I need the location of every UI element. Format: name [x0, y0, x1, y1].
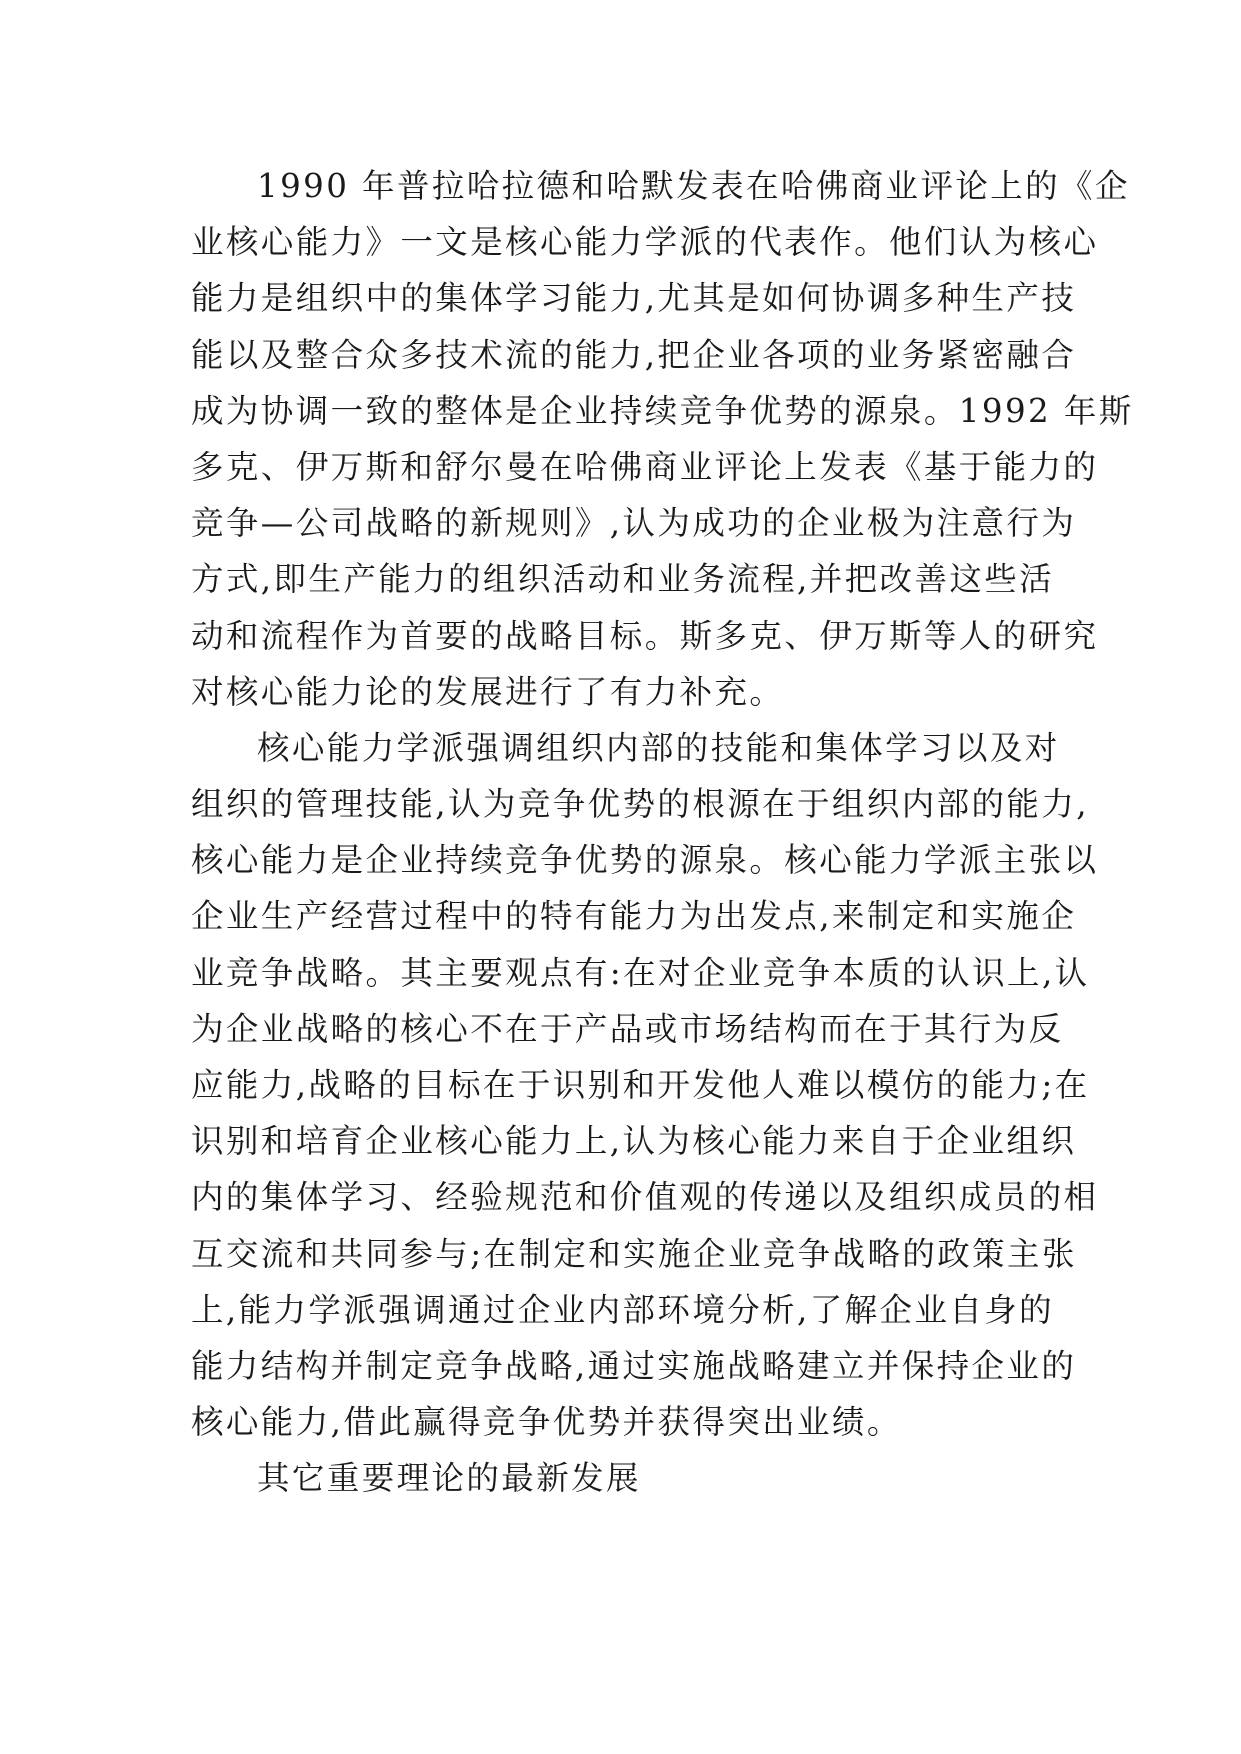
text-line: 业核心能力》一文是核心能力学派的代表作。他们认为核心: [191, 223, 1099, 262]
text-line: 企业生产经营过程中的特有能力为出发点,来制定和实施企: [191, 897, 1077, 936]
text-line: 上,能力学派强调通过企业内部环境分析,了解企业自身的: [191, 1290, 1055, 1329]
text-line: 方式,即生产能力的组织活动和业务流程,并把改善这些活: [191, 560, 1055, 599]
paragraph-2: [191, 720, 1099, 1450]
text-line: 为企业战略的核心不在于产品或市场结构而在于其行为反: [191, 1009, 1064, 1048]
text-line: 业竞争战略。其主要观点有:在对企业竞争本质的认识上,认: [191, 953, 1090, 992]
text-line: 应能力,战略的目标在于识别和开发他人难以模仿的能力;在: [191, 1066, 1090, 1104]
text-line: 能力结构并制定竞争战略,通过实施战略建立并保持企业的: [191, 1346, 1077, 1385]
text-line: 多克、伊万斯和舒尔曼在哈佛商业评论上发表《基于能力的: [191, 447, 1099, 486]
section-heading: [191, 1450, 1051, 1506]
text-line: 核心能力,借此赢得竞争优势并获得突出业绩。: [191, 1403, 902, 1442]
document-body: [191, 158, 1134, 1507]
paragraph-1: [191, 158, 1134, 720]
text-line: 竞争—公司战略的新规则》,认为成功的企业极为注意行为: [191, 504, 1077, 543]
text-line: 识别和培育企业核心能力上,认为核心能力来自于企业组织: [191, 1122, 1077, 1161]
text-line: 核心能力是企业持续竞争优势的源泉。核心能力学派主张以: [191, 841, 1099, 880]
text-line: 组织的管理技能,认为竞争优势的根源在于组织内部的能力,: [191, 785, 1089, 824]
text-line: 核心能力学派强调组织内部的技能和集体学习以及对: [257, 728, 1060, 767]
text-line: 能以及整合众多技术流的能力,把企业各项的业务紧密融合: [191, 335, 1077, 374]
text-line: 动和流程作为首要的战略目标。斯多克、伊万斯等人的研究: [191, 616, 1099, 655]
text-line: 能力是组织中的集体学习能力,尤其是如何协调多种生产技: [191, 279, 1077, 318]
text-line: 成为协调一致的整体是企业持续竞争优势的源泉。1992 年斯: [191, 391, 1134, 430]
text-line: 对核心能力论的发展进行了有力补充。: [191, 672, 785, 711]
heading-text: 其它重要理论的最新发展: [257, 1459, 641, 1498]
text-line: 互交流和共同参与;在制定和实施企业竞争战略的政策主张: [191, 1234, 1077, 1273]
text-line: 1990 年普拉哈拉德和哈默发表在哈佛商业评论上的《企: [257, 167, 1130, 205]
text-line: 内的集体学习、经验规范和价值观的传递以及组织成员的相: [191, 1178, 1099, 1217]
